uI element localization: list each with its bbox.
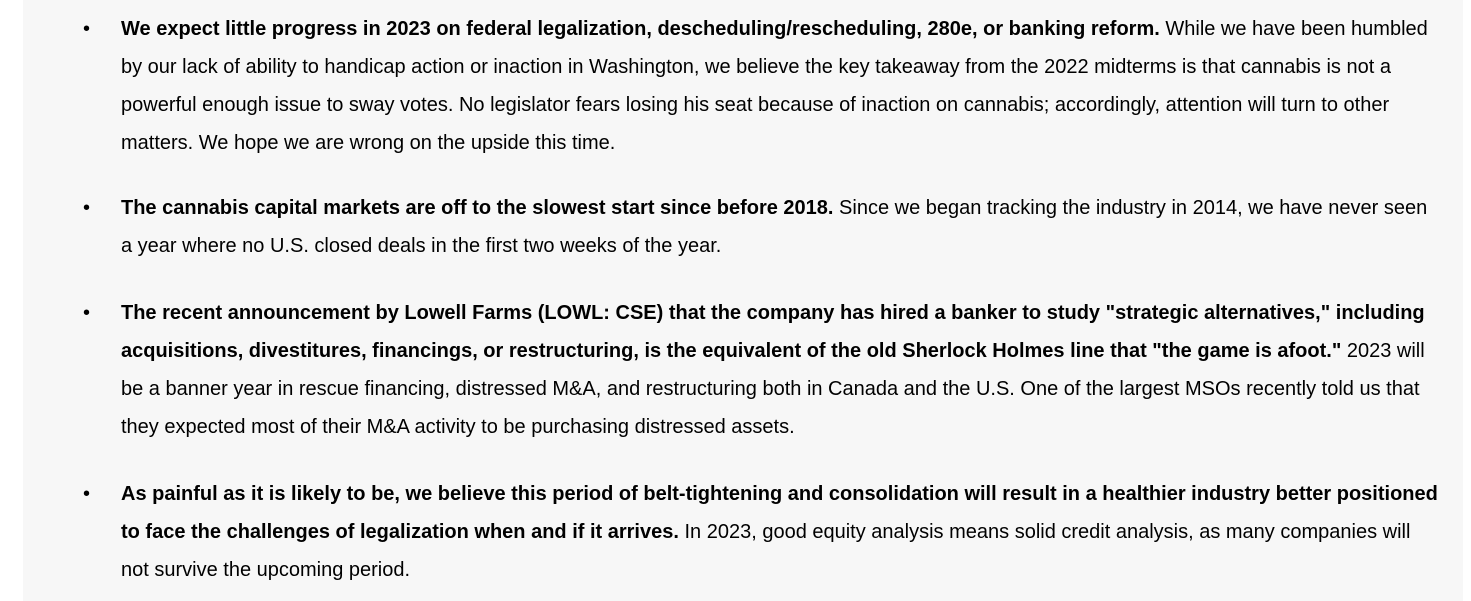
body-text: While we have been humbled by our lack of ability to handicap action or inaction in Washington, we believe the key takeaway from the 2022 midterms is that cannabis is not a powerful enough issue to sway votes. No legislator fears losing his seat because of inaction on cannabis; accordingly, attention will turn to other matters. We hope we are wrong on the upside this time. [121, 18, 1428, 154]
bold-lead: We expect little progress in 2023 on federal legalization, descheduling/rescheduling, 280e, or banking reform. [121, 18, 1160, 40]
bold-lead: The cannabis capital markets are off to the slowest start since before 2018. [121, 197, 834, 219]
paragraph [121, 10, 1441, 162]
bullet-marker: • [83, 483, 91, 505]
bullet-marker: • [83, 302, 91, 324]
bullet-marker: • [83, 18, 91, 40]
paragraph [121, 189, 1441, 265]
document-panel [23, 0, 1463, 601]
bold-lead: The recent announcement by Lowell Farms (LOWL: CSE) that the company has hired a banker to study "strategic alternatives," including acquisitions, divestitures, financings, or restructuring, is the equivalent of the old Sherlock Holmes line that "the game is afoot." [121, 302, 1425, 362]
paragraph [121, 475, 1441, 589]
paragraph [121, 294, 1441, 446]
bold-lead: As painful as it is likely to be, we believe this period of belt-tightening and consolidation will result in a healthier industry better positioned to face the challenges of legalization when and if it arrives. [121, 483, 1438, 543]
body-text: 2023 will be a banner year in rescue financing, distressed M&A, and restructuring both in Canada and the U.S. One of the largest MSOs recently told us that they expected most of their M&A activity to be purchasing distressed assets. [121, 340, 1425, 438]
body-text: In 2023, good equity analysis means solid credit analysis, as many companies will not survive the upcoming period. [121, 521, 1411, 581]
body-text: Since we began tracking the industry in 2014, we have never seen a year where no U.S. closed deals in the first two weeks of the year. [121, 197, 1428, 257]
bullet-marker: • [83, 197, 91, 219]
